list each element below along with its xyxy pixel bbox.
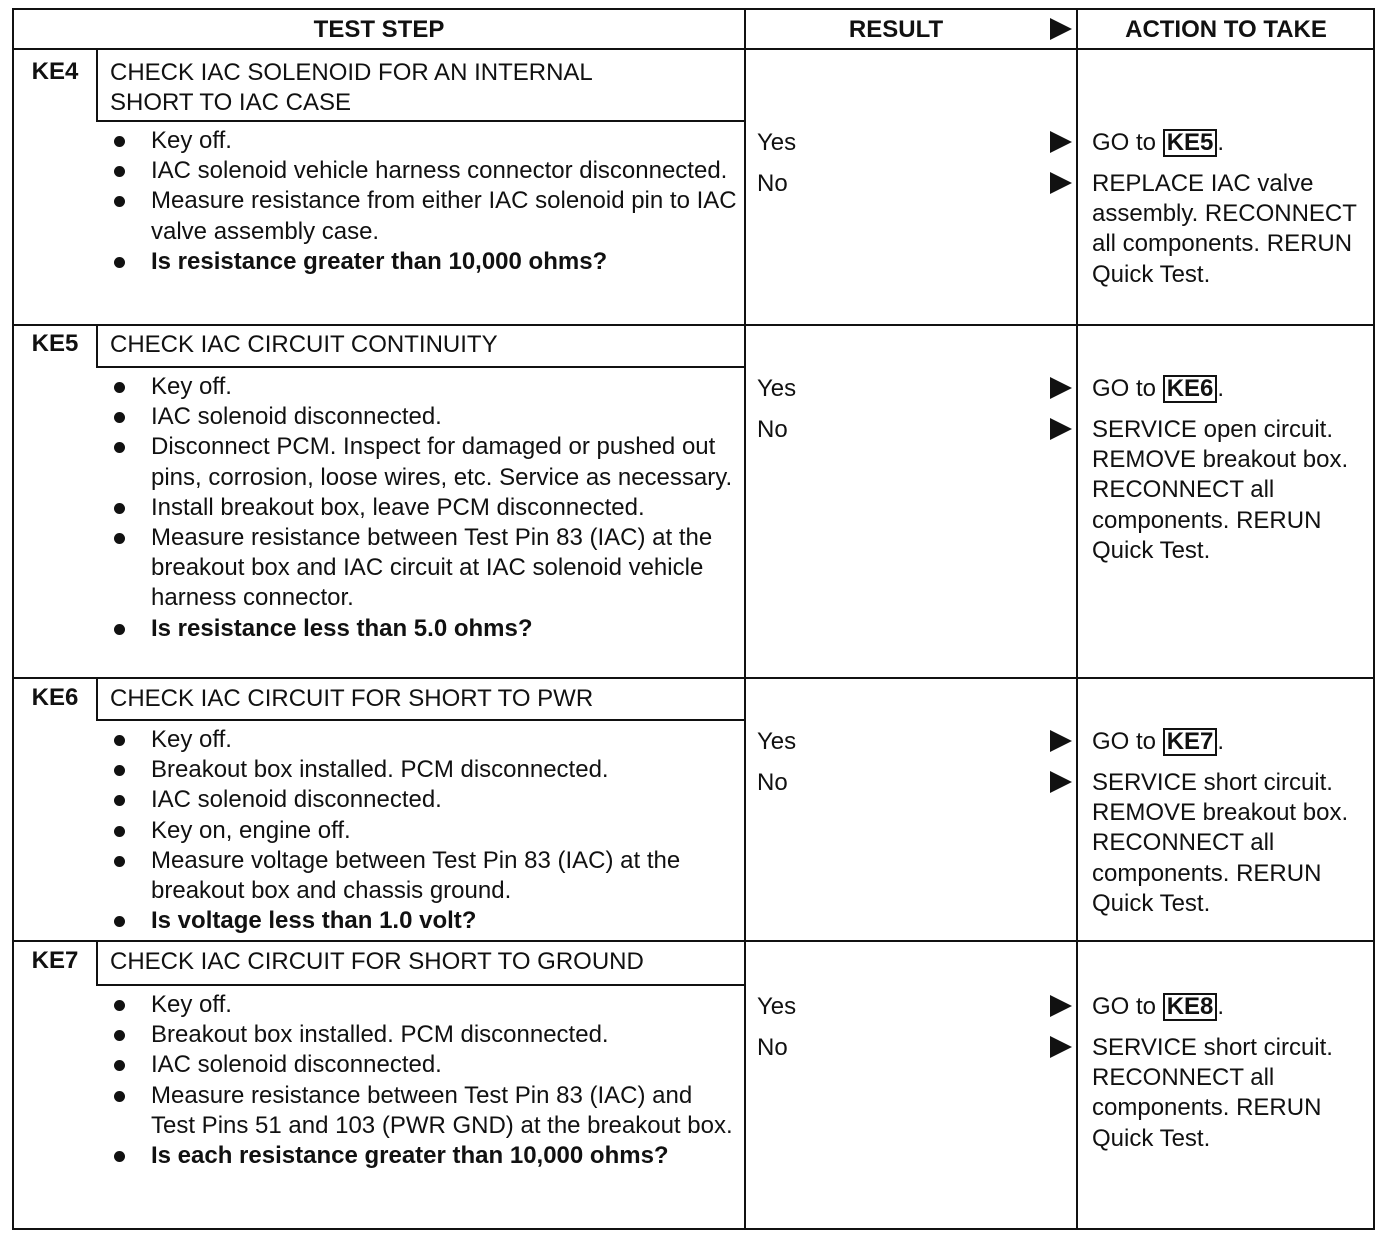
step-id: KE5 [31, 330, 79, 357]
instruction: Install breakout box, leave PCM disconnected. [110, 493, 740, 523]
step-title-line: SHORT TO IAC CASE [110, 89, 351, 116]
question: Is resistance greater than 10,000 ohms? [110, 247, 740, 277]
title-underline [96, 984, 744, 986]
instruction-list [110, 725, 740, 936]
table-header [14, 10, 1373, 50]
step-id-divider [96, 679, 98, 719]
instruction: IAC solenoid vehicle harness connector disconnected. [110, 156, 740, 186]
arrow-icon [1050, 418, 1072, 440]
no-action: SERVICE open circuit. REMOVE breakout box. RECONNECT all components. RERUN Quick Test. [1092, 416, 1349, 564]
step-title [110, 684, 593, 714]
result-yes: Yes [757, 129, 797, 156]
instruction: Breakout box installed. PCM disconnected. [110, 1020, 740, 1050]
result-no: No [757, 416, 788, 443]
instruction: Key off. [110, 126, 740, 156]
goto-label: GO to [1092, 129, 1157, 156]
step-title [110, 947, 644, 977]
instruction: Measure resistance between Test Pin 83 (IAC) at the breakout box and IAC circuit at IAC solenoid vehicle harness connector. [110, 523, 740, 614]
instruction: IAC solenoid disconnected. [110, 785, 740, 815]
step-title-line: CHECK IAC CIRCUIT FOR SHORT TO PWR [110, 685, 594, 712]
arrow-icon [1050, 131, 1072, 153]
no-action: REPLACE IAC valve assembly. RECONNECT all components. RERUN Quick Test. [1092, 170, 1357, 288]
yes-action: GO to KE8 . [1092, 993, 1225, 1020]
result-yes: Yes [757, 993, 797, 1020]
step-id: KE4 [31, 58, 79, 85]
result-no: No [757, 1034, 788, 1061]
title-underline [96, 719, 744, 721]
instruction: Measure resistance between Test Pin 83 (IAC) and Test Pins 51 and 103 (PWR GND) at the breakout box. [110, 1081, 740, 1141]
question: Is resistance less than 5.0 ohms? [110, 614, 740, 644]
result-no: No [757, 170, 788, 197]
title-underline [96, 366, 744, 368]
step-title-line: CHECK IAC SOLENOID FOR AN INTERNAL [110, 59, 593, 86]
instruction: Key off. [110, 725, 740, 755]
yes-action: GO to KE6 . [1092, 375, 1225, 402]
header-result: RESULT [848, 16, 944, 43]
step-ke4 [14, 50, 1373, 324]
yes-action: GO to KE5 . [1092, 129, 1225, 156]
step-reference-link[interactable]: KE6 [1163, 375, 1218, 403]
arrow-icon [1050, 1036, 1072, 1058]
result-no: No [757, 769, 788, 796]
question: Is each resistance greater than 10,000 ohms? [110, 1141, 740, 1171]
header-test-step: TEST STEP [313, 16, 445, 43]
step-reference-link[interactable]: KE8 [1163, 993, 1218, 1021]
instruction: IAC solenoid disconnected. [110, 402, 740, 432]
result-yes: Yes [757, 728, 797, 755]
header-action: ACTION TO TAKE [1125, 16, 1327, 43]
no-action: SERVICE short circuit. RECONNECT all components. RERUN Quick Test. [1092, 1034, 1333, 1152]
instruction-list [110, 372, 740, 644]
yes-action: GO to KE7 . [1092, 728, 1225, 755]
header-arrow-icon [1050, 18, 1072, 40]
instruction: Measure voltage between Test Pin 83 (IAC) at the breakout box and chassis ground. [110, 846, 740, 906]
arrow-icon [1050, 172, 1072, 194]
arrow-icon [1050, 730, 1072, 752]
instruction: Key on, engine off. [110, 816, 740, 846]
instruction: Breakout box installed. PCM disconnected. [110, 755, 740, 785]
instruction: IAC solenoid disconnected. [110, 1050, 740, 1080]
step-id-divider [96, 50, 98, 120]
goto-label: GO to [1092, 993, 1157, 1020]
step-id-divider [96, 942, 98, 984]
step-reference-link[interactable]: KE7 [1163, 728, 1218, 756]
step-ke6 [14, 679, 1373, 940]
instruction-list [110, 990, 740, 1171]
result-yes: Yes [757, 375, 797, 402]
step-title-line: CHECK IAC CIRCUIT FOR SHORT TO GROUND [110, 948, 644, 975]
step-id-divider [96, 326, 98, 366]
instruction: Disconnect PCM. Inspect for damaged or pushed out pins, corrosion, loose wires, etc. Service as necessary. [110, 432, 740, 492]
instruction: Key off. [110, 990, 740, 1020]
instruction: Key off. [110, 372, 740, 402]
arrow-icon [1050, 771, 1072, 793]
no-action: SERVICE short circuit. REMOVE breakout box. RECONNECT all components. RERUN Quick Test. [1092, 769, 1349, 917]
question: Is voltage less than 1.0 volt? [110, 906, 740, 936]
step-ke7 [14, 942, 1373, 1228]
step-id: KE7 [31, 947, 79, 974]
step-title [110, 58, 593, 118]
goto-label: GO to [1092, 375, 1157, 402]
step-title-line: CHECK IAC CIRCUIT CONTINUITY [110, 331, 498, 358]
step-id: KE6 [31, 684, 79, 711]
instruction: Measure resistance from either IAC solenoid pin to IAC valve assembly case. [110, 186, 740, 246]
step-ke5 [14, 326, 1373, 677]
title-underline [96, 120, 744, 122]
diagnostic-table [12, 8, 1375, 1230]
arrow-icon [1050, 995, 1072, 1017]
arrow-icon [1050, 377, 1072, 399]
goto-label: GO to [1092, 728, 1157, 755]
instruction-list [110, 126, 740, 277]
step-reference-link[interactable]: KE5 [1163, 129, 1218, 157]
step-title [110, 330, 498, 360]
